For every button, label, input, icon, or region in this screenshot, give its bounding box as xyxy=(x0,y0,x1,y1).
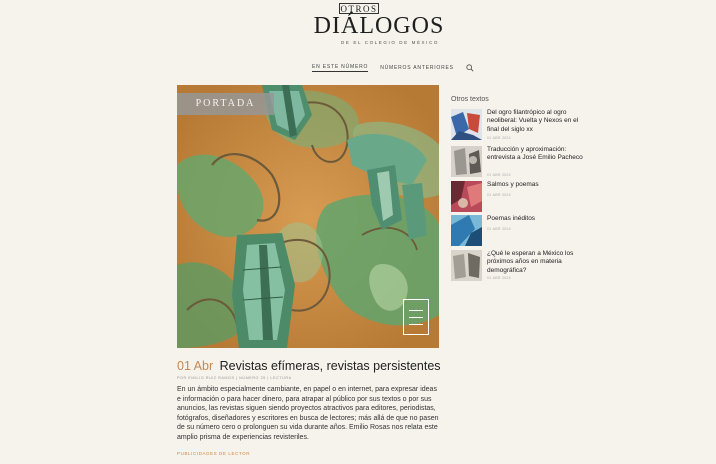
sidebar-thumbnail[interactable] xyxy=(451,109,482,140)
article-title[interactable]: Revistas efímeras, revistas persistentes xyxy=(219,359,441,373)
sidebar-item-date: 01 ABR 2024 xyxy=(487,227,511,231)
cover-artwork xyxy=(177,85,439,348)
logo-subtitle: DE EL COLEGIO DE MÉXICO xyxy=(341,40,439,45)
sidebar-item-title[interactable]: Salmos y poemas xyxy=(487,181,539,188)
sidebar-item-title[interactable]: Traducción y aproximación: entrevista a José Emilio Pacheco xyxy=(487,146,583,162)
sidebar-item-date: 01 ABR 2024 xyxy=(487,173,511,177)
nav-item-back-issues[interactable]: NÚMEROS ANTERIORES xyxy=(380,65,454,71)
sculpture-piece-bottom xyxy=(232,233,295,348)
article-meta: POR EMILIO RUIZ RAMOS | NÚMERO 25 | LECTURA xyxy=(177,376,292,380)
sidebar-item-title[interactable]: Poemas inéditos xyxy=(487,215,536,222)
sidebar-item-title[interactable]: Del ogro filantrópico al ogro neoliberal: Vuelta y Nexos en el final del siglo xx xyxy=(487,109,579,133)
logo-main-word[interactable]: DIÁLOGOS xyxy=(313,13,445,39)
hamburger-icon[interactable] xyxy=(403,299,429,335)
article-heading[interactable] xyxy=(177,358,447,374)
sidebar-thumbnail[interactable] xyxy=(451,215,482,246)
logo-top-word[interactable]: OTROS xyxy=(340,4,378,14)
search-icon[interactable] xyxy=(466,64,474,72)
sidebar-item-title[interactable]: ¿Qué le esperan a México los próximos años en materia demográfica? xyxy=(487,250,574,274)
sidebar-item-date: 01 ABR 2024 xyxy=(487,276,511,280)
sidebar-thumbnail[interactable] xyxy=(451,250,482,281)
sidebar-item-date: 01 ABR 2024 xyxy=(487,136,511,140)
hero-cover-image[interactable] xyxy=(177,85,439,348)
cover-badge: PORTADA xyxy=(177,93,274,115)
sidebar-item-date: 01 ABR 2024 xyxy=(487,193,511,197)
article-date: 01 Abr xyxy=(177,359,214,373)
article-category-link[interactable]: PUBLICIDADES DE LECTOR xyxy=(177,451,251,456)
sidebar-thumbnail[interactable] xyxy=(451,181,482,212)
sidebar-heading: Otros textos xyxy=(451,96,489,103)
nav-item-current-issue[interactable]: EN ESTE NÚMERO xyxy=(312,64,369,70)
article-excerpt: En un ámbito especialmente cambiante, en papel o en internet, para expresar ideas e información o para hacer dinero, para atrapar al público por sus textos o por sus anuncios, las revistas siguen siendo proyectos atractivos para editores, periodistas, fotógrafos, diseñadores y escritores en busca de lectores; más allá de que no pasen de su número cero o prolonguen su vida durante años. Emilio Rosas nos relata este amplio prisma de experiencias revisteriles. xyxy=(177,386,439,441)
sidebar-thumbnail[interactable] xyxy=(451,146,482,177)
main-nav xyxy=(312,63,474,73)
